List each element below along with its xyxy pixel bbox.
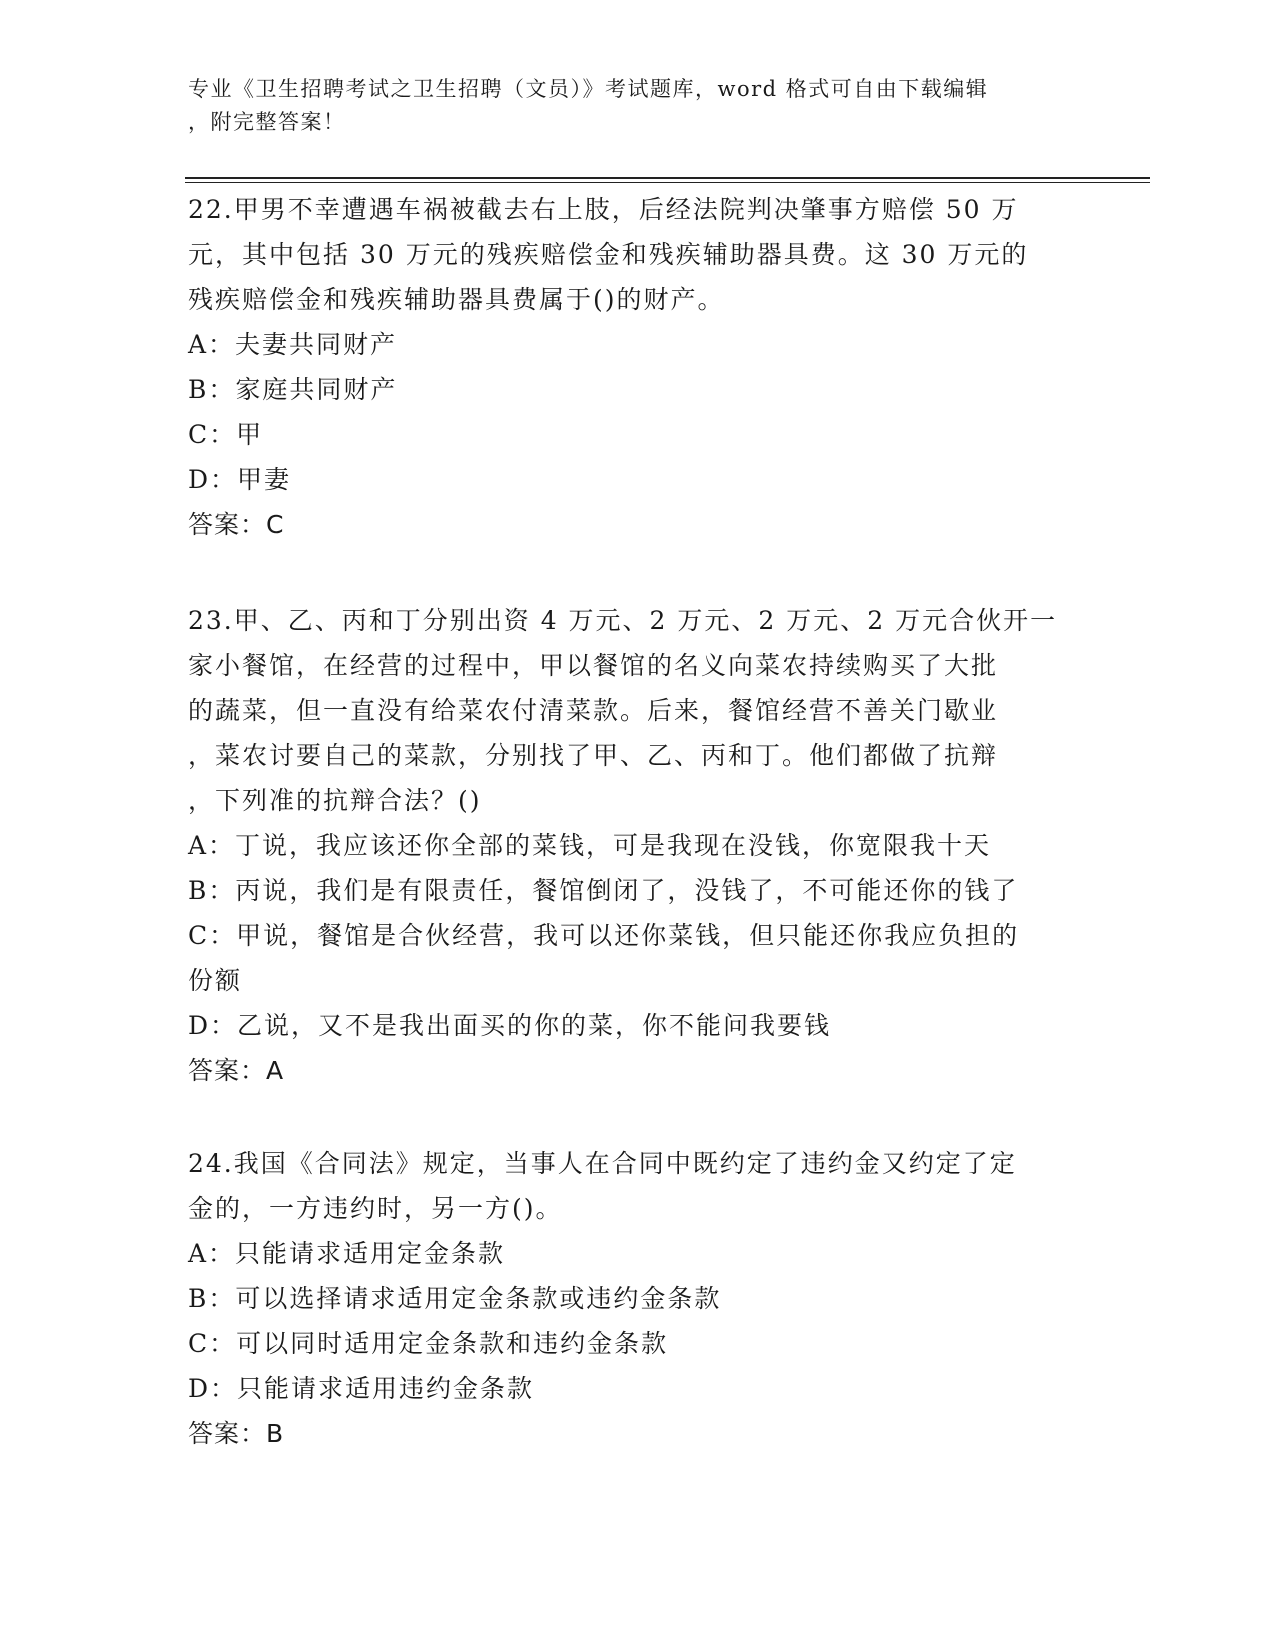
header-line: ，附完整答案！ — [188, 110, 346, 134]
question-22 — [188, 187, 1088, 547]
question-text-line: 的蔬菜，但一直没有给菜农付清菜款。后来，餐馆经营不善关门歇业 — [188, 696, 999, 725]
option-a: A：丁说，我应该还你全部的菜钱，可是我现在没钱，你宽限我十天 — [188, 831, 992, 860]
answer-line: 答案：B — [188, 1419, 285, 1448]
question-text-line: 元，其中包括 30 万元的残疾赔偿金和残疾辅助器具费。这 30 万元的 — [188, 240, 1029, 269]
question-text-line: 金的，一方违约时，另一方()。 — [188, 1194, 563, 1223]
question-23 — [188, 598, 1088, 1093]
option-a: A：只能请求适用定金条款 — [188, 1239, 506, 1268]
header-divider-thin — [185, 182, 1150, 183]
answer-line: 答案：A — [188, 1056, 285, 1085]
option-b: B：家庭共同财产 — [188, 375, 398, 404]
question-24 — [188, 1141, 1088, 1456]
document-header — [188, 73, 1068, 139]
option-b: B：可以选择请求适用定金条款或违约金条款 — [188, 1284, 722, 1313]
option-a: A：夫妻共同财产 — [188, 330, 398, 359]
question-text-line: 残疾赔偿金和残疾辅助器具费属于()的财产。 — [188, 285, 725, 314]
option-b: B：丙说，我们是有限责任，餐馆倒闭了，没钱了，不可能还你的钱了 — [188, 876, 1019, 905]
answer-line: 答案：C — [188, 510, 285, 539]
question-text-line: 24.我国《合同法》规定，当事人在合同中既约定了违约金又约定了定 — [188, 1149, 1017, 1178]
option-d: D：乙说，又不是我出面买的你的菜，你不能问我要钱 — [188, 1011, 832, 1040]
option-d: D：只能请求适用违约金条款 — [188, 1374, 535, 1403]
option-c: C：可以同时适用定金条款和违约金条款 — [188, 1329, 669, 1358]
option-c: C：甲说，餐馆是合伙经营，我可以还你菜钱，但只能还你我应负担的 — [188, 921, 1020, 950]
option-c-continuation: 份额 — [188, 966, 243, 995]
option-d: D：甲妻 — [188, 465, 292, 494]
header-divider-thick — [185, 177, 1150, 179]
option-c: C：甲 — [188, 420, 264, 449]
header-line: 专业《卫生招聘考试之卫生招聘（文员）》考试题库，word 格式可自由下载编辑 — [188, 77, 989, 101]
question-text-line: 家小餐馆，在经营的过程中，甲以餐馆的名义向菜农持续购买了大批 — [188, 651, 999, 680]
question-text-line: 23.甲、乙、丙和丁分别出资 4 万元、2 万元、2 万元、2 万元合伙开一 — [188, 606, 1058, 635]
question-text-line: ，菜农讨要自己的菜款，分别找了甲、乙、丙和丁。他们都做了抗辩 — [188, 741, 999, 770]
question-text-line: ，下列准的抗辩合法？() — [188, 786, 482, 815]
question-text-line: 22.甲男不幸遭遇车祸被截去右上肢，后经法院判决肇事方赔偿 50 万 — [188, 195, 1019, 224]
